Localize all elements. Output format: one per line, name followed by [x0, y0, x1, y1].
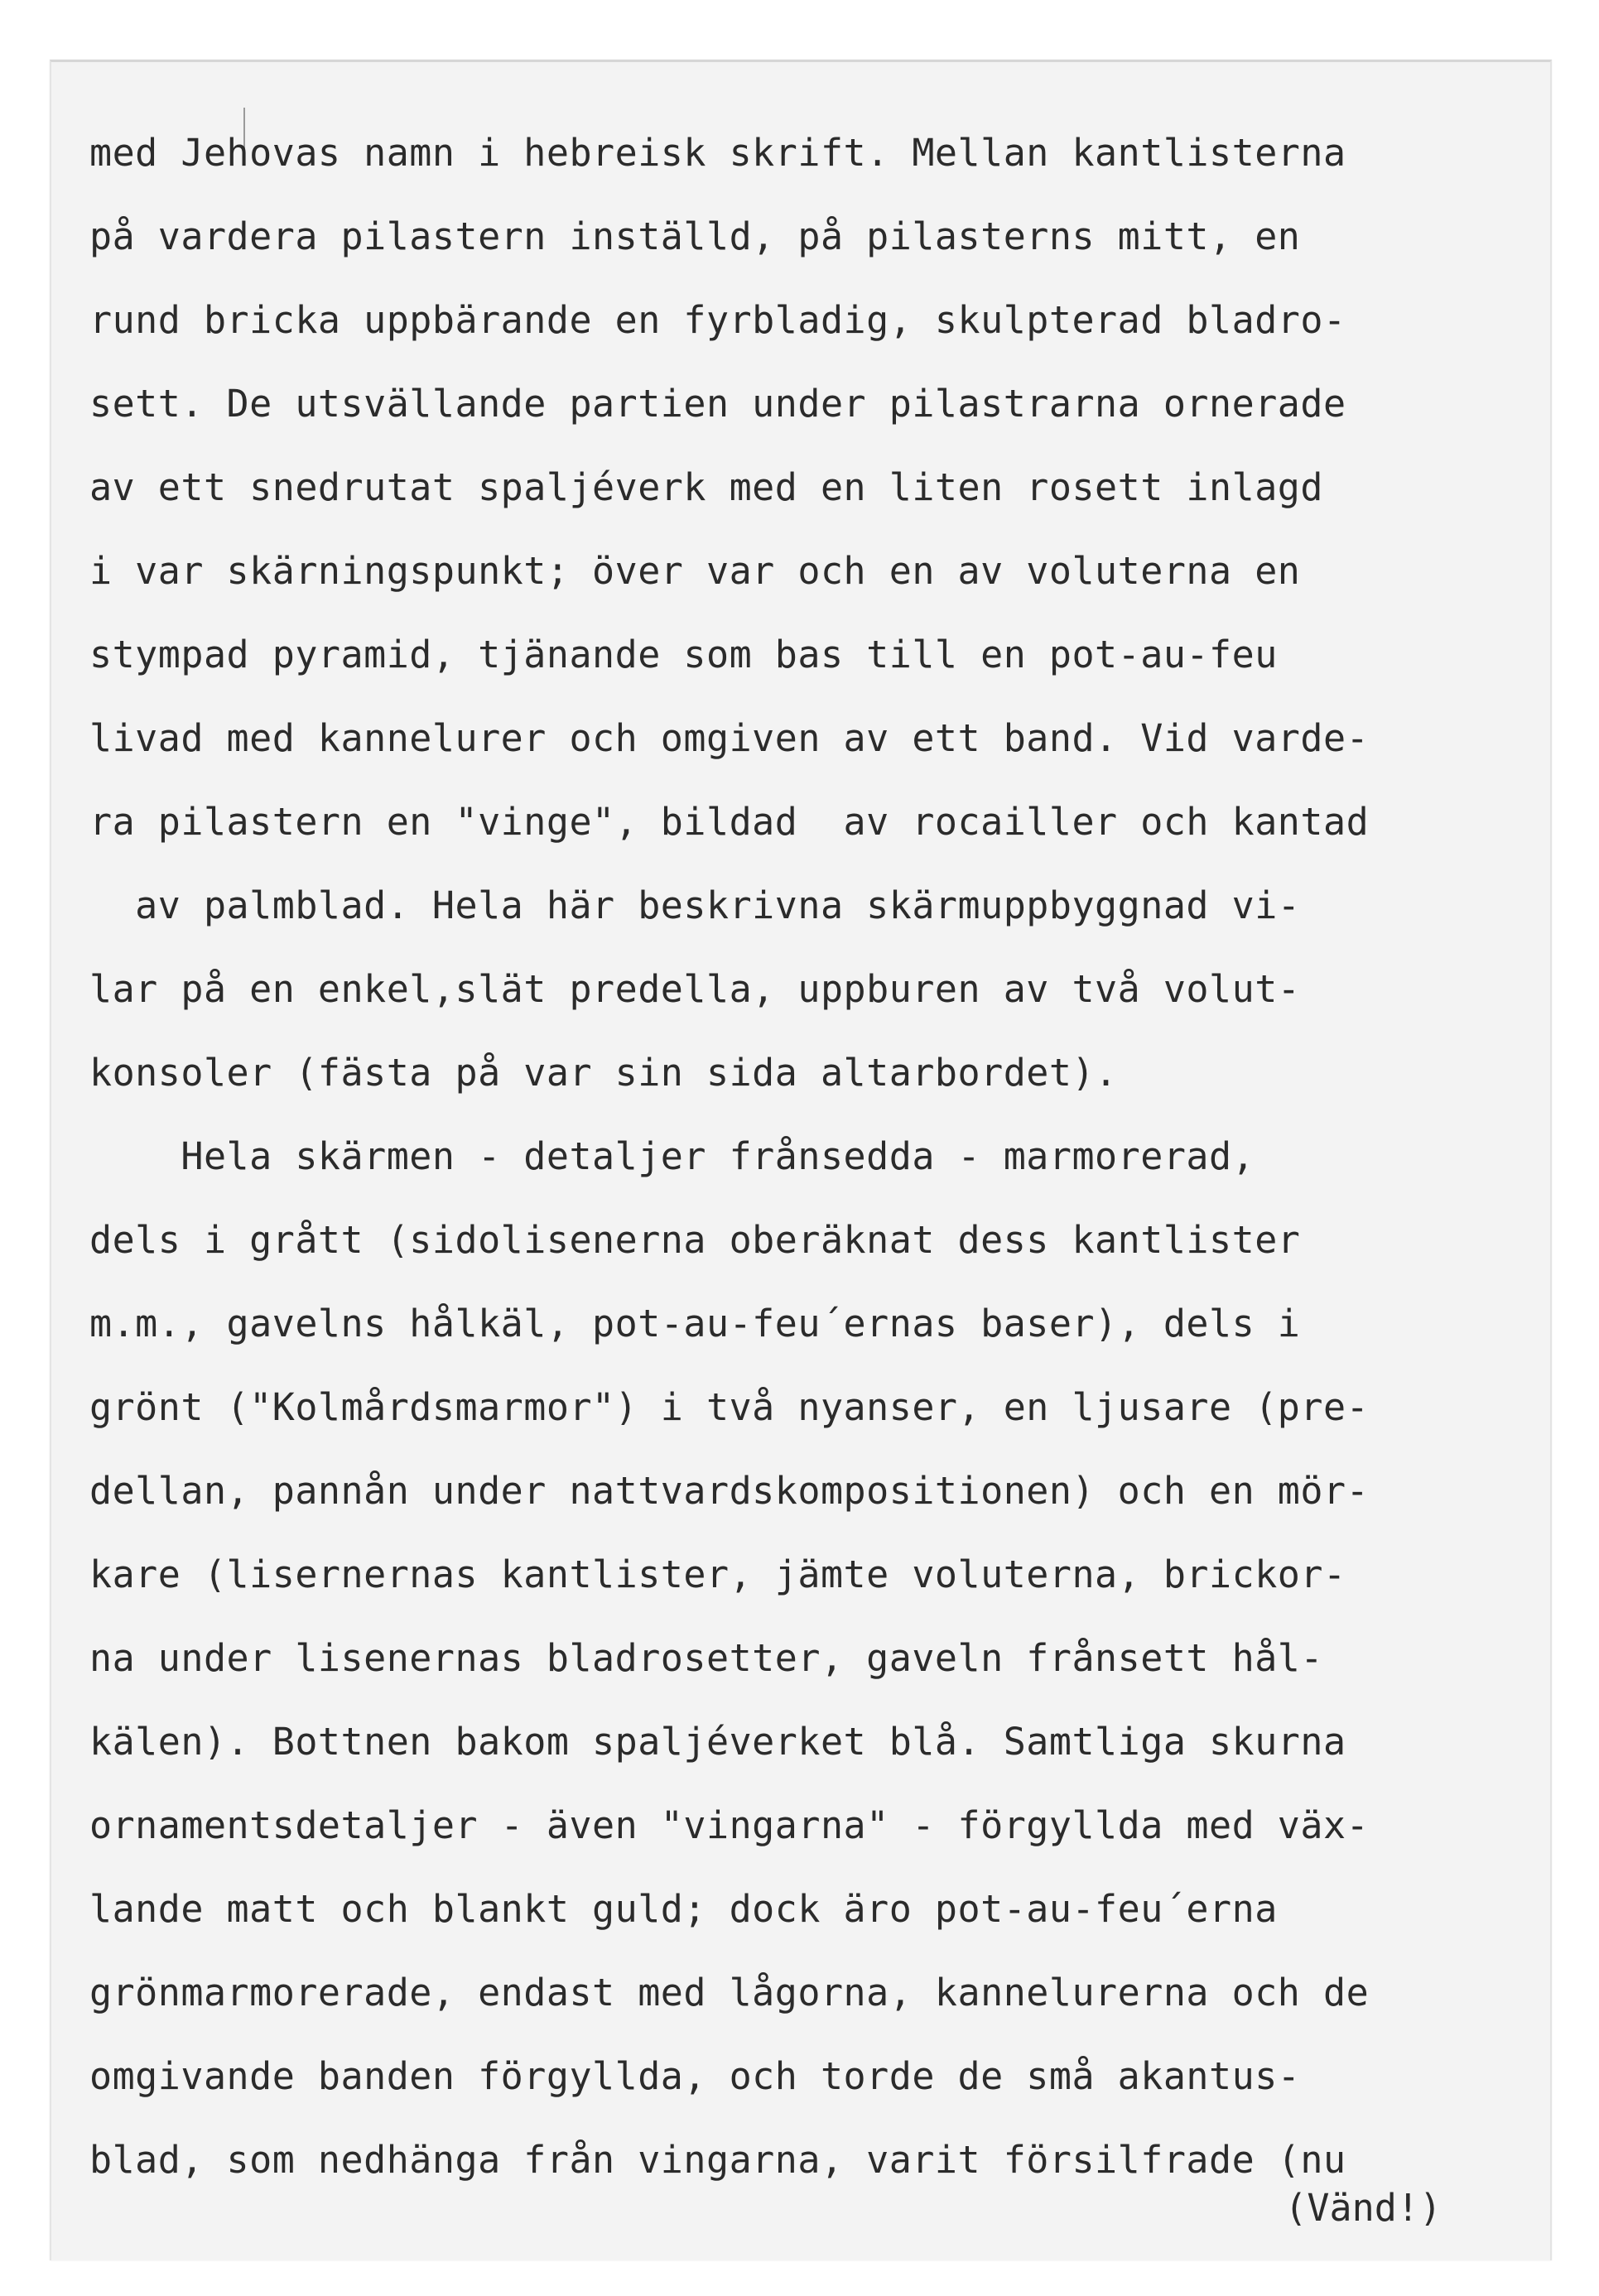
text-line: na under lisenernas bladrosetter, gaveln frånsett hål-: [89, 1636, 1323, 1680]
text-line: kälen). Bottnen bakom spaljéverket blå. Samtliga skurna: [89, 1720, 1346, 1764]
typed-text-body: [89, 123, 1369, 2213]
text-line: dels i grått (sidolisenerna oberäknat dess kantlister: [89, 1218, 1301, 1262]
text-line: lar på en enkel,slät predella, uppburen av två volut-: [89, 967, 1301, 1011]
turn-page-note: (Vänd!): [1284, 2186, 1442, 2230]
text-line: på vardera pilastern inställd, på pilasterns mitt, en: [89, 214, 1301, 258]
text-line: av ett snedrutat spaljéverk med en liten rosett inlagd: [89, 465, 1323, 509]
text-line: livad med kannelurer och omgiven av ett band. Vid varde-: [89, 716, 1370, 760]
text-line: av palmblad. Hela här beskrivna skärmuppbyggnad vi-: [89, 883, 1301, 927]
text-line: kare (lisernernas kantlister, jämte voluterna, brickor-: [89, 1552, 1346, 1596]
text-line: omgivande banden förgyllda, och torde de små akantus-: [89, 2054, 1301, 2098]
text-line: med Jehovas namn i hebreisk skrift. Mellan kantlisterna: [89, 131, 1346, 175]
text-line: ornamentsdetaljer - även "vingarna" - förgyllda med väx-: [89, 1803, 1370, 1847]
text-line: Hela skärmen - detaljer frånsedda - marmorerad,: [89, 1134, 1255, 1178]
text-line: grönmarmorerade, endast med lågorna, kannelurerna och de: [89, 1971, 1370, 2014]
text-line: konsoler (fästa på var sin sida altarbordet).: [89, 1051, 1118, 1095]
text-line: ra pilastern en "vinge", bildad av rocailler och kantad: [89, 800, 1370, 844]
text-line: grönt ("Kolmårdsmarmor") i två nyanser, en ljusare (pre-: [89, 1385, 1370, 1429]
text-line: lande matt och blankt guld; dock äro pot-au-feu´erna: [89, 1887, 1278, 1931]
text-line: i var skärningspunkt; över var och en av voluterna en: [89, 549, 1301, 593]
text-line: rund bricka uppbärande en fyrbladig, skulpterad bladro-: [89, 298, 1346, 342]
text-line: stympad pyramid, tjänande som bas till en pot-au-feu: [89, 633, 1278, 676]
text-line: dellan, pannån under nattvardskompositionen) och en mör-: [89, 1469, 1370, 1513]
text-line: m.m., gavelns hålkäl, pot-au-feu´ernas baser), dels i: [89, 1302, 1301, 1345]
text-line: sett. De utsvällande partien under pilastrarna ornerade: [89, 382, 1346, 426]
text-line: blad, som nedhänga från vingarna, varit försilfrade (nu: [89, 2138, 1346, 2182]
